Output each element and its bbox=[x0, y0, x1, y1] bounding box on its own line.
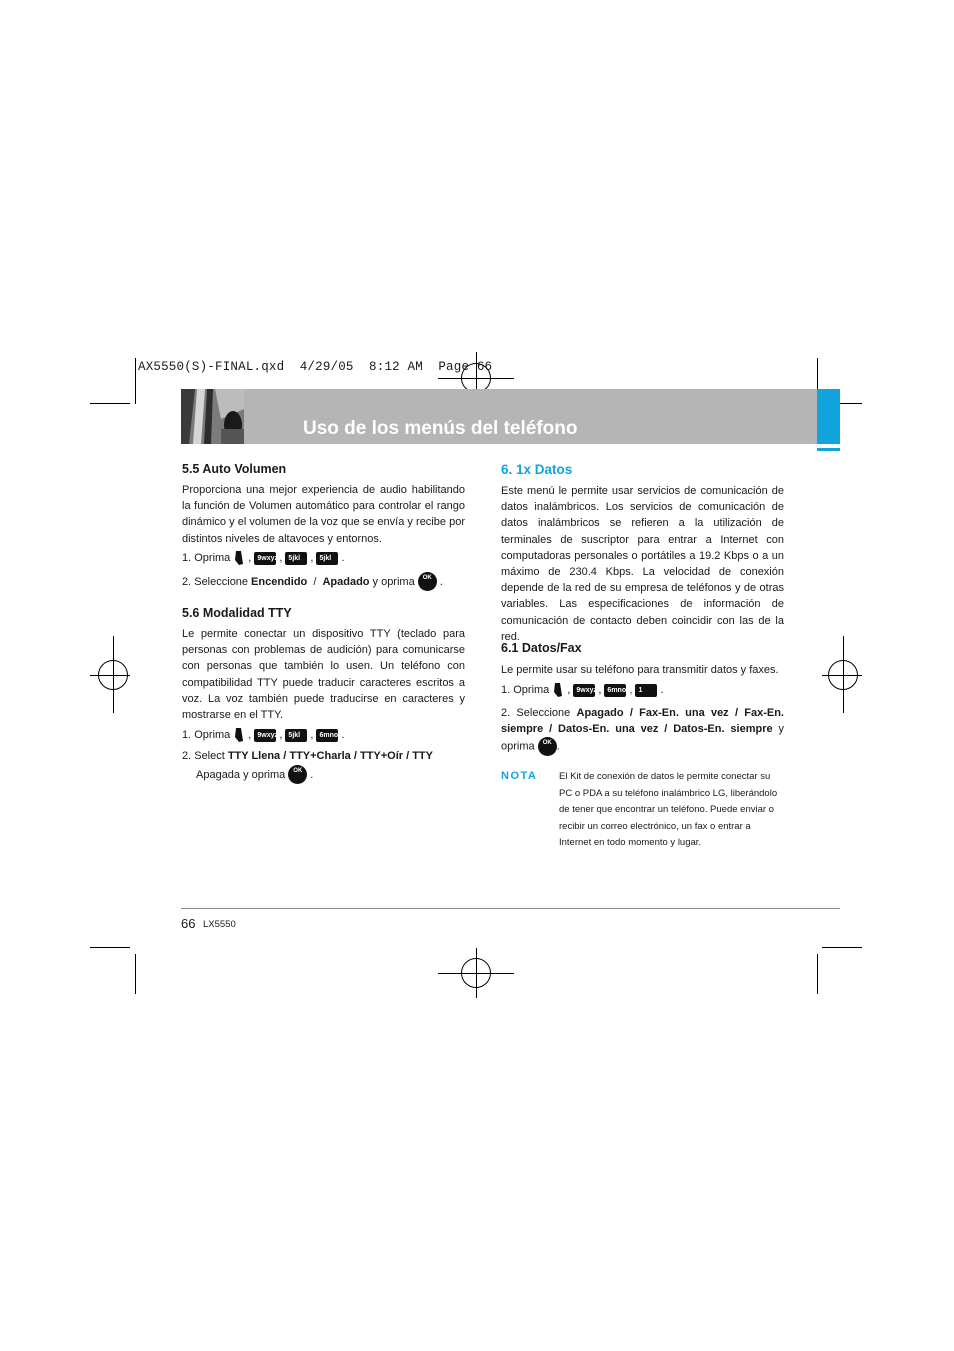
crop-mark bbox=[438, 973, 514, 974]
key-5-icon: 5jkl bbox=[285, 552, 307, 565]
key-6-icon: 6mno bbox=[604, 684, 626, 697]
step-text: y oprima bbox=[372, 575, 415, 588]
step-text: y oprima bbox=[501, 723, 784, 753]
nota-text: El Kit de conexión de datos le permite conectar su PC o PDA a su teléfono inalámbrico LG, liberándolo de tener que encontrar un teléfono. Puede enviar o recibir un correo electrónico, un fax o entrar a Internet en todo momento y lugar. bbox=[559, 771, 778, 848]
step-text: 2. Seleccione bbox=[182, 575, 249, 588]
crop-mark bbox=[90, 947, 130, 948]
heading-modalidad-tty: 5.6 Modalidad TTY bbox=[182, 606, 292, 620]
banner-photo bbox=[181, 389, 244, 444]
key-9-icon: 9wxyz bbox=[254, 729, 276, 742]
heading-datos-fax: 6.1 Datos/Fax bbox=[501, 641, 582, 655]
ok-key-icon: OK bbox=[418, 572, 437, 591]
send-key-icon bbox=[552, 682, 564, 698]
paragraph-auto-volumen: Proporciona una mejor experiencia de audio habilitando la función de Volumen automático para controlar el rango dinámico y el volumen de la voz que se envía y recibe por distintos niveles de altavoces y entornos. bbox=[182, 484, 465, 545]
step-text: 2. Select bbox=[182, 750, 225, 762]
crop-mark bbox=[135, 954, 136, 994]
paragraph-1x-datos: Este menú le permite usar servicios de comunicación de datos inalámbricos. Los servicios de comunicación de datos inalámbricos se refieren a la utilización de terminales de suscriptor para entrar a Internet con computadoras personales o portátiles a 19.2 Kbps o a un máximo de 230.4 Kbps. La velocidad de conexión depende de la red de su empresa de teléfonos y de otras variables. Las especificaciones de información de comunicación de contacto deben coincidir con las de la red. bbox=[501, 485, 784, 643]
crop-mark bbox=[135, 358, 136, 404]
page-title: Uso de los menús del teléfono bbox=[303, 418, 578, 439]
key-9-icon: 9wxyz bbox=[573, 684, 595, 697]
crop-mark bbox=[822, 675, 862, 676]
key-5-icon: 5jkl bbox=[285, 729, 307, 742]
ok-key-icon: OK bbox=[288, 765, 307, 784]
paragraph-datos-fax: Le permite usar su teléfono para transmitir datos y faxes. bbox=[501, 664, 779, 676]
crop-mark bbox=[438, 378, 514, 379]
key-1-icon: 1 bbox=[635, 684, 657, 697]
photo-graphic-icon bbox=[181, 389, 244, 444]
send-key-icon bbox=[233, 550, 245, 566]
datos-fax-options: Apagado / Fax-En. una vez / Fax-En. siempre / Datos-En. una vez / Datos-En. siempre bbox=[501, 707, 784, 736]
step-modalidad-tty-2 bbox=[182, 750, 433, 762]
crop-mark bbox=[822, 947, 862, 948]
step-datos-fax-1: 1. Oprima , 9wxyz , 6mno , 1 . bbox=[501, 684, 664, 696]
crop-mark bbox=[817, 954, 818, 994]
model-name: LX5550 bbox=[203, 919, 236, 930]
step-text: 1. Oprima bbox=[182, 729, 231, 741]
nota-label: NOTA bbox=[501, 770, 538, 782]
step-modalidad-tty-2b: Apagada y oprima OK . bbox=[196, 765, 313, 784]
tab-accent bbox=[817, 389, 840, 444]
crop-mark bbox=[90, 403, 130, 404]
option-separator: / bbox=[310, 575, 320, 588]
option-apagado: Apadado bbox=[322, 575, 370, 588]
key-6-icon: 6mno bbox=[316, 729, 338, 742]
step-auto-volumen-2: 2. Seleccione Encendido / Apadado y oprima OK . bbox=[182, 572, 443, 591]
tab-accent-line bbox=[817, 448, 840, 451]
step-text: 2. Seleccione bbox=[501, 707, 571, 719]
step-modalidad-tty-1: 1. Oprima , 9wxyz , 5jkl , 6mno . bbox=[182, 729, 345, 741]
step-datos-fax-2: 2. Seleccione Apagado / Fax-En. una vez / Fax-En. siempre / Datos-En. una vez / Datos-En. siempre y oprima OK . bbox=[501, 705, 784, 756]
tty-options: TTY Llena / TTY+Charla / TTY+Oír / TTY bbox=[227, 750, 433, 762]
heading-1x-datos: 6. 1x Datos bbox=[501, 462, 573, 477]
step-text: 1. Oprima bbox=[501, 684, 550, 696]
key-5-icon: 5jkl bbox=[316, 552, 338, 565]
ok-key-icon: OK bbox=[538, 737, 557, 756]
key-9-icon: 9wxyz bbox=[254, 552, 276, 565]
crop-mark bbox=[90, 675, 130, 676]
step-auto-volumen-1: 1. Oprima , 9wxyz , 5jkl , 5jkl . bbox=[182, 552, 345, 564]
footer-rule bbox=[181, 908, 840, 909]
file-slug: AX5550(S)-FINAL.qxd 4/29/05 8:12 AM Page 66 bbox=[138, 360, 493, 374]
send-key-icon bbox=[233, 727, 245, 743]
step-text: 1. Oprima bbox=[182, 552, 231, 564]
option-encendido: Encendido bbox=[251, 575, 308, 588]
page-number: 66 bbox=[181, 916, 196, 931]
paragraph-modalidad-tty: Le permite conectar un dispositivo TTY (teclado para personas con problemas de audición) para comunicarse con personas que también lo usen. Un teléfono con compatibilidad TTY puede traducir caracteres escritos a voz. La voz también puede traducirse en caracteres y mostrarse en el TTY. bbox=[182, 628, 465, 722]
step-text: Apagada y oprima bbox=[196, 768, 286, 781]
heading-auto-volumen: 5.5 Auto Volumen bbox=[182, 462, 287, 476]
